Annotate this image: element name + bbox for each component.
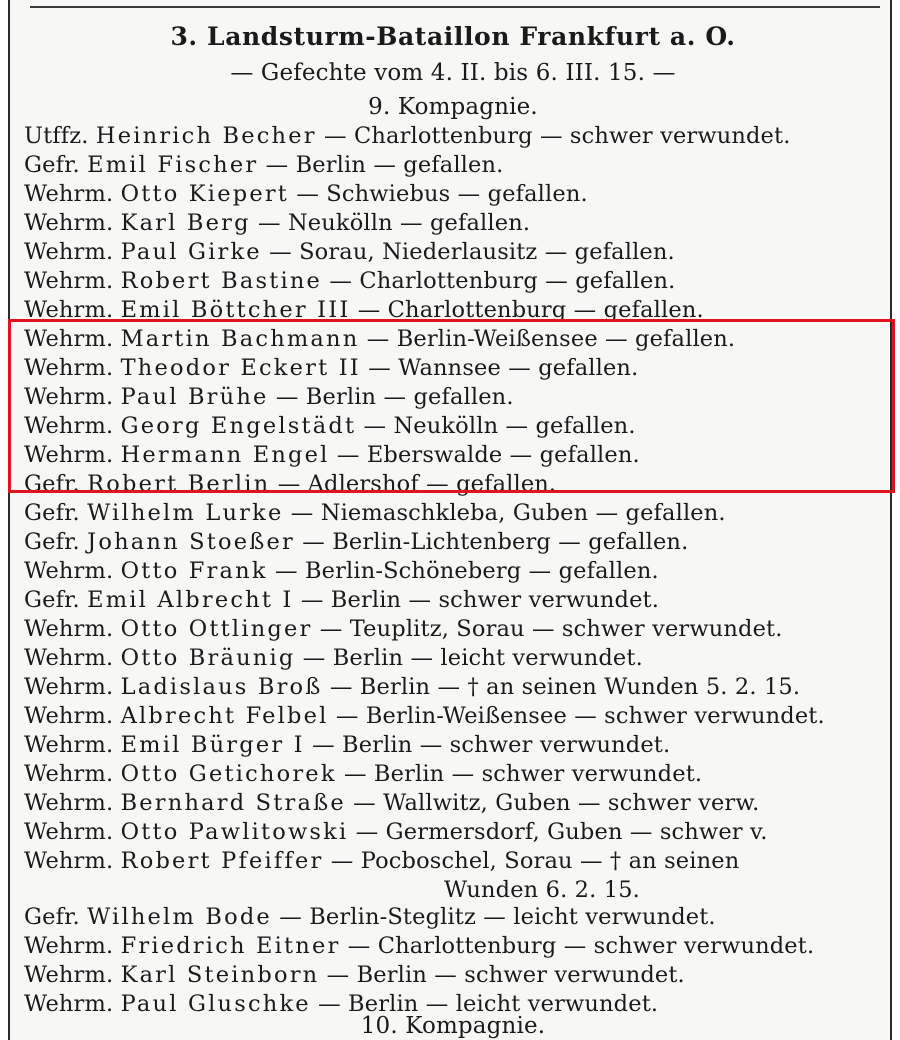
entry-rank: Gefr.	[24, 152, 80, 178]
entry-rank: Wehrm.	[24, 442, 114, 468]
entry-rank: Wehrm.	[24, 645, 114, 671]
entry-details: — Neukölln — gefallen.	[258, 210, 531, 236]
entry-details: — Adlershof — gefallen.	[277, 471, 557, 497]
entry-name: Wilhelm Lurke	[87, 500, 284, 526]
entry-name: Emil Albrecht I	[87, 587, 294, 613]
casualty-entry	[24, 296, 882, 325]
entry-name: Paul Gluschke	[120, 991, 311, 1017]
casualty-entry	[24, 789, 882, 818]
entry-name: Otto Bräunig	[120, 645, 296, 671]
entry-name: Otto Ottlinger	[120, 616, 313, 642]
entry-rank: Wehrm.	[24, 413, 114, 439]
casualty-entry	[24, 702, 882, 731]
entry-name: Albrecht Felbel	[120, 703, 329, 729]
entry-name: Wilhelm Bode	[87, 904, 272, 930]
casualty-entry	[24, 615, 882, 644]
entry-details: — Teuplitz, Sorau — schwer verwundet.	[319, 616, 783, 642]
entry-rank: Wehrm.	[24, 558, 114, 584]
entry-name: Karl Berg	[120, 210, 251, 236]
entry-name: Otto Frank	[120, 558, 268, 584]
entry-rank: Utffz.	[24, 123, 89, 149]
entry-name: Ladislaus Broß	[120, 674, 323, 700]
casualty-entry	[24, 180, 882, 209]
entry-rank: Gefr.	[24, 471, 80, 497]
newspaper-clipping	[8, 0, 892, 1040]
entry-rank: Wehrm.	[24, 761, 114, 787]
entry-rank: Wehrm.	[24, 732, 114, 758]
entry-details: — Berlin — leicht verwundet.	[302, 645, 643, 671]
entry-rank: Wehrm.	[24, 297, 114, 323]
casualty-entry	[24, 673, 882, 702]
entry-rank: Wehrm.	[24, 790, 114, 816]
entry-name: Emil Fischer	[87, 152, 259, 178]
casualty-entry	[24, 818, 882, 847]
casualty-entry	[24, 354, 882, 383]
casualty-entry	[24, 151, 882, 180]
casualty-entry	[24, 847, 882, 876]
entry-details: — Charlottenburg — gefallen.	[329, 268, 676, 294]
entry-rank: Wehrm.	[24, 210, 114, 236]
entry-details: — Charlottenburg — schwer verwundet.	[347, 933, 815, 959]
entry-name: Otto Getichorek	[120, 761, 337, 787]
entry-details: — Charlottenburg — schwer verwundet.	[324, 123, 791, 149]
company-9-heading: 9. Kompagnie.	[368, 94, 538, 120]
entry-name: Paul Girke	[120, 239, 262, 265]
casualty-entry	[24, 209, 882, 238]
casualty-entry	[24, 499, 882, 528]
entry-rank: Wehrm.	[24, 268, 114, 294]
casualty-entry	[24, 760, 882, 789]
entry-details: — Niemaschkleba, Guben — gefallen.	[290, 500, 726, 526]
entry-name: Otto Pawlitowski	[120, 819, 349, 845]
entry-details: — Sorau, Niederlausitz — gefallen.	[269, 239, 675, 265]
company-10-heading: 10. Kompagnie.	[360, 1013, 546, 1039]
entry-rank: Wehrm.	[24, 181, 114, 207]
entry-name: Martin Bachmann	[120, 326, 360, 352]
casualty-entry	[24, 383, 882, 412]
entry-rank: Wehrm.	[24, 616, 114, 642]
casualty-entry	[24, 644, 882, 673]
entry-name: Georg Engelstädt	[120, 413, 357, 439]
entry-rank: Wehrm.	[24, 819, 114, 845]
entry-name: Heinrich Becher	[95, 123, 317, 149]
battalion-title: 3. Landsturm-Bataillon Frankfurt a. O.	[170, 22, 736, 51]
entry-name: Theodor Eckert II	[120, 355, 361, 381]
entry-details: — Berlin — leicht verwundet.	[318, 991, 659, 1017]
entry-rank: Wehrm.	[24, 674, 114, 700]
entry-name: Karl Steinborn	[120, 962, 320, 988]
casualty-entry	[24, 961, 882, 990]
casualty-entry	[24, 528, 882, 557]
casualty-entry	[24, 586, 882, 615]
entry-details: — Schwiebus — gefallen.	[296, 181, 588, 207]
entry-rank: Wehrm.	[24, 962, 114, 988]
casualty-entry	[24, 470, 882, 499]
entry-rank: Wehrm.	[24, 991, 114, 1017]
entry-rank: Gefr.	[24, 500, 80, 526]
entry-details: — Neukölln — gefallen.	[363, 413, 636, 439]
entry-details: — Berlin-Weißensee — schwer verwundet.	[335, 703, 825, 729]
entry-details: — Berlin — schwer verwundet.	[312, 732, 671, 758]
entry-name: Johann Stoeßer	[87, 529, 295, 555]
casualty-entry	[24, 412, 882, 441]
entry-name: Emil Bürger I	[120, 732, 305, 758]
casualty-entry	[24, 325, 882, 354]
casualty-entry	[24, 238, 882, 267]
casualty-entry	[24, 903, 882, 932]
entry-details: — Berlin-Lichtenberg — gefallen.	[302, 529, 689, 555]
casualty-entry	[24, 731, 882, 760]
entry-rank: Wehrm.	[24, 326, 114, 352]
entry-details: Wunden 6. 2. 15.	[444, 877, 640, 903]
entry-name: Otto Kiepert	[120, 181, 290, 207]
entry-details: — Berlin — gefallen.	[265, 152, 504, 178]
entry-details: — Berlin-Weißensee — gefallen.	[366, 326, 736, 352]
entry-name: Friedrich Eitner	[120, 933, 341, 959]
top-rule	[30, 6, 880, 8]
entry-details: — Germersdorf, Guben — schwer v.	[355, 819, 768, 845]
casualty-entry	[24, 932, 882, 961]
battle-dates-subtitle: — Gefechte vom 4. II. bis 6. III. 15. —	[230, 60, 676, 86]
entry-name: Robert Berlin	[87, 471, 271, 497]
entry-details: — Wannsee — gefallen.	[368, 355, 639, 381]
entry-name: Paul Brühe	[120, 384, 269, 410]
entry-rank: Wehrm.	[24, 355, 114, 381]
entry-name: Robert Pfeiffer	[120, 848, 324, 874]
entry-rank: Gefr.	[24, 529, 80, 555]
entry-rank: Wehrm.	[24, 384, 114, 410]
casualty-entry	[24, 557, 882, 586]
casualty-entry	[24, 441, 882, 470]
entry-details: — Berlin-Steglitz — leicht verwundet.	[279, 904, 716, 930]
entry-rank: Wehrm.	[24, 848, 114, 874]
entry-rank: Gefr.	[24, 904, 80, 930]
entry-details: — Eberswalde — gefallen.	[336, 442, 640, 468]
entry-name: Bernhard Straße	[120, 790, 346, 816]
entry-name: Robert Bastine	[120, 268, 323, 294]
entry-rank: Wehrm.	[24, 239, 114, 265]
entry-rank: Gefr.	[24, 587, 80, 613]
entry-rank: Wehrm.	[24, 933, 114, 959]
entry-details: — Berlin — schwer verwundet.	[343, 761, 703, 787]
entry-details: — Berlin-Schöneberg — gefallen.	[275, 558, 659, 584]
entry-details: — Pocboschel, Sorau — † an seinen	[330, 848, 740, 874]
entry-details: — Berlin — schwer verwundet.	[326, 962, 685, 988]
entry-details: — Berlin — gefallen.	[275, 384, 514, 410]
entry-details: — Charlottenburg — gefallen.	[357, 297, 704, 323]
entry-name: Hermann Engel	[120, 442, 330, 468]
entry-details: — Berlin — † an seinen Wunden 5. 2. 15.	[329, 674, 801, 700]
entry-details: — Wallwitz, Guben — schwer verw.	[353, 790, 760, 816]
entry-details: — Berlin — schwer verwundet.	[300, 587, 660, 613]
casualty-entry	[24, 267, 882, 296]
entry-rank: Wehrm.	[24, 703, 114, 729]
casualty-entry	[24, 122, 882, 151]
entry-name: Emil Böttcher III	[120, 297, 351, 323]
casualty-entry	[24, 876, 882, 905]
